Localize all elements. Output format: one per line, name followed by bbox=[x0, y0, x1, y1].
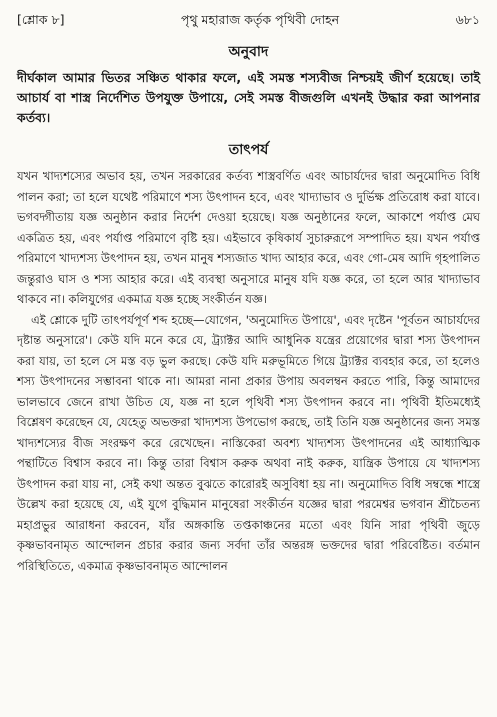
purport-heading: তাৎপর্য bbox=[228, 142, 269, 158]
purport-paragraph-1: যখন খাদ্যশস্যের অভাব হয়, তখন সরকারের কর্তব্য শাস্ত্রবর্ণিত এবং আচার্যদের দ্বারা অনুমোদিত বিধি পালন করা; তা হলে যথেষ্ট পরিমাণে শস্য উৎপাদন হবে, এবং খাদ্যাভাব ও দুর্ভিক্ষ প্রতিরোধ করা যাবে। ভগবদ্গীতায় যজ্ঞ অনুষ্ঠান করার নির্দেশ দেওয়া হয়েছে। যজ্ঞ অনুষ্ঠানের ফলে, আকাশে পর্যাপ্ত মেঘ একত্রিত হয়, এবং পর্যাপ্ত পরিমাণে বৃষ্টি হয়। এইভাবে কৃষিকার্য সুচারুরূপে সম্পাদিত হয়। যখন পর্যাপ্ত পরিমাণে খাদ্যশস্য উৎপাদন হয়, তখন মানুষ শস্যজাত খাদ্য আহার করে, এবং গো-মেষ আদি গৃহপালিত জন্তুরাও ঘাস ও শস্য আহার করে। এই ব্যবস্থা অনুসারে মানুষ যদি যজ্ঞ করে, তা হলে আর খাদ্যাভাব থাকবে না। কলিযুগের একমাত্র যজ্ঞ হচ্ছে সংকীর্তন যজ্ঞ। bbox=[17, 169, 480, 306]
translation-heading: অনুবাদ bbox=[228, 44, 269, 60]
page-number: ৬৮১ bbox=[455, 12, 480, 27]
running-header bbox=[17, 10, 480, 30]
chapter-title: পৃথু মহারাজ কর্তৃক পৃথিবী দোহন bbox=[180, 12, 340, 27]
purport-paragraph-2: এই শ্লোকে দুটি তাৎপর্যপূর্ণ শব্দ হচ্ছে—যোগেন, 'অনুমোদিত উপায়ে', এবং দৃষ্টেন 'পূর্বতন আচার্যদের দৃষ্টান্ত অনুসারে'। কেউ যদি মনে করে যে, ট্র্যাক্টর আদি আধুনিক যন্ত্রের প্রয়োগের দ্বারা শস্য উৎপাদন করা যায়, তা হলে সে মস্ত বড় ভুল করছে। কেউ যদি মরুভূমিতে গিয়ে ট্র্যাক্টর ব্যবহার করে, তা হলেও শস্য উৎপাদনের সম্ভাবনা থাকে না। আমরা নানা প্রকার উপায় অবলম্বন করতে পারি, কিন্তু আমাদের ভালভাবে জেনে রাখা উচিত যে, যজ্ঞ না হলে পৃথিবী শস্য উৎপাদন করবে না। পৃথিবী ইতিমধ্যেই বিশ্লেষণ করেছেন যে, যেহেতু অভক্তরা খাদ্যশস্য উপভোগ করছে, তাই তিনি যজ্ঞ অনুষ্ঠানের জন্য সমস্ত খাদ্যশস্যের বীজ সংরক্ষণ করে রেখেছেন। নাস্তিকেরা অবশ্য খাদ্যশস্য উৎপাদনের এই আধ্যাত্মিক পন্থাটিতে বিশ্বাস করবে না। কিন্তু তারা বিশ্বাস করুক অথবা নাই করুক, যান্ত্রিক উপায়ে যে খাদ্যশস্য উৎপাদন করা যায় না, সেই কথা অন্তত বুঝতে কারোরই অসুবিধা হয় না। অনুমোদিত বিধি সম্বন্ধে শাস্ত্রে উল্লেখ করা হয়েছে যে, এই যুগে বুদ্ধিমান মানুষেরা সংকীর্তন যজ্ঞের দ্বারা পরমেশ্বর ভগবান শ্রীচৈতন্য মহাপ্রভুর আরাধনা করবেন, যাঁর অঙ্গকান্তি তপ্তকাঞ্চনের মতো এবং যিনি সারা পৃথিবী জুড়ে কৃষ্ণভাবনামৃত আন্দোলন প্রচার করার জন্য সর্বদা তাঁর অন্তরঙ্গ ভক্তদের দ্বারা পরিবেষ্টিত। বর্তমান পরিস্থিতিতে, একমাত্র কৃষ্ণভাবনামৃত আন্দোলন bbox=[17, 312, 480, 573]
translation-text: দীর্ঘকাল আমার ভিতর সঞ্চিত থাকার ফলে, এই সমস্ত শস্যবীজ নিশ্চয়ই জীর্ণ হয়েছে। তাই আচার্য বা শাস্ত্র নির্দেশিত উপযুক্ত উপায়ে, সেই সমস্ত বীজগুলি এখনই উদ্ধার করা আপনার কর্তব্য। bbox=[17, 70, 480, 125]
verse-reference: [শ্লোক ৮] bbox=[17, 12, 65, 27]
